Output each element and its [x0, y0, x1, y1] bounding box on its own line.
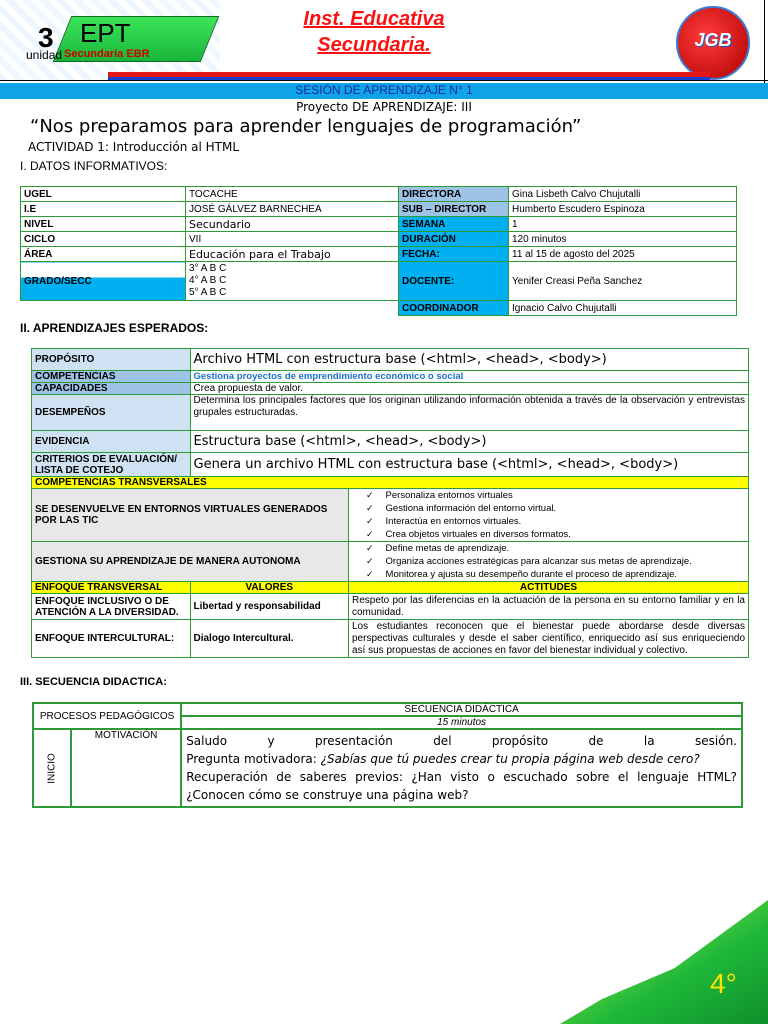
- datos-informativos-table: [20, 186, 737, 316]
- evidencia-value: Estructura base (<html>, <head>, <body>): [190, 431, 749, 453]
- institution-line-2: Secundaria.: [317, 34, 431, 56]
- actitudes-header: ACTITUDES: [349, 582, 749, 594]
- semana-label: SEMANA: [399, 217, 509, 232]
- inicio-cell: [33, 729, 71, 807]
- ugel-value: TOCACHE: [186, 187, 399, 202]
- directora-value: Gina Lisbeth Calvo Chujutalli: [509, 187, 737, 202]
- enfoque-inclusivo: ENFOQUE INCLUSIVO O DE ATENCIÓN A LA DIVERSIDAD.: [32, 594, 191, 620]
- secundaria-ebr-label: Secundaria EBR: [64, 48, 150, 60]
- grado-5: 5° A B C: [189, 287, 227, 298]
- subdirector-value: Humberto Escudero Espinoza: [509, 202, 737, 217]
- duracion-value: 120 minutos: [509, 232, 737, 247]
- empty-cell: [186, 301, 399, 316]
- competencias-value: Gestiona proyectos de emprendimiento económico o social: [190, 371, 749, 383]
- aprendizajes-table: [31, 348, 749, 658]
- criterios-value: Genera un archivo HTML con estructura base (<html>, <head>, <body>): [190, 453, 749, 477]
- footer-decoration: [560, 900, 768, 1024]
- competencias-transversales-header: COMPETENCIAS TRANSVERSALES: [32, 477, 749, 489]
- motivacion-label: MOTIVACIÓN: [71, 729, 181, 807]
- capacidades-value: Crea propuesta de valor.: [190, 383, 749, 395]
- checklist-item: ✓ Monitorea y ajusta su desempeño durante el proceso de aprendizaje.: [366, 568, 745, 581]
- grado-values: [186, 262, 399, 301]
- criterios-label: CRITERIOS DE EVALUACIÓN/ LISTA DE COTEJO: [32, 453, 191, 477]
- session-title: SESIÓN DE APRENDIZAJE N° 1: [295, 83, 473, 97]
- header-right-border: [764, 0, 765, 84]
- area-value: Educación para el Trabajo: [186, 247, 399, 262]
- checklist-item: ✓ Organiza acciones estratégicas para alcanzar sus metas de aprendizaje.: [366, 555, 745, 568]
- proposito-value: Archivo HTML con estructura base (<html>, <head>, <body>): [190, 349, 749, 371]
- inicio-label: INICIO: [46, 752, 58, 784]
- minutos-label: 15 minutos: [181, 716, 742, 729]
- autonoma-competence: GESTIONA SU APRENDIZAJE DE MANERA AUTONOMA: [32, 542, 349, 582]
- ie-value: JOSÉ GÁLVEZ BARNECHEA: [186, 202, 399, 217]
- fecha-label: FECHA:: [399, 247, 509, 262]
- competencias-label: COMPETENCIAS: [32, 371, 191, 383]
- fecha-value: 11 al 15 de agosto del 2025: [509, 247, 737, 262]
- autonoma-items: [349, 542, 749, 582]
- docente-value: Yenifer Creasi Peña Sanchez: [509, 262, 737, 301]
- section-1-heading: I. DATOS INFORMATIVOS:: [20, 159, 168, 173]
- grado-label: GRADO/SECC: [21, 262, 186, 301]
- activity-title: ACTIVIDAD 1: Introducción al HTML: [28, 140, 240, 154]
- nivel-label: NIVEL: [21, 217, 186, 232]
- tic-checklist: [352, 489, 745, 541]
- checklist-item: ✓ Personaliza entornos virtuales: [366, 489, 745, 502]
- motivacion-content: [181, 729, 742, 807]
- tic-items: [349, 489, 749, 542]
- capacidades-label: CAPACIDADES: [32, 383, 191, 395]
- ciclo-label: CICLO: [21, 232, 186, 247]
- procesos-header: PROCESOS PEDAGÓGICOS: [33, 703, 181, 729]
- coordinador-value: Ignacio Calvo Chujutalli: [509, 301, 737, 316]
- enfoque-intercultural: ENFOQUE INTERCULTURAL:: [32, 620, 191, 658]
- school-logo-text: JGB: [694, 30, 732, 50]
- project-title: Proyecto DE APRENDIZAJE: III: [296, 100, 472, 114]
- institution-line-1: Inst. Educativa: [303, 8, 445, 30]
- ugel-label: UGEL: [21, 187, 186, 202]
- docente-label: DOCENTE:: [399, 262, 509, 301]
- nivel-value: Secundario: [186, 217, 399, 232]
- saludo-line: Saludo y presentación del propósito de la sesión.: [186, 734, 737, 748]
- secuencia-table: [32, 702, 743, 808]
- enfoque-header: ENFOQUE TRANSVERSAL: [32, 582, 191, 594]
- grado-3: 3° A B C: [189, 263, 227, 274]
- subdirector-label: SUB – DIRECTOR: [399, 202, 509, 217]
- area-label: ÁREA: [21, 247, 186, 262]
- valor-libertad: Libertad y responsabilidad: [190, 594, 349, 620]
- actitud-respeto: Respeto por las diferencias en la actuación de la persona en su entorno familiar y en la comunidad.: [349, 594, 749, 620]
- checklist-item: ✓ Interactúa en entornos virtuales.: [366, 515, 745, 528]
- grade-badge: 4°: [710, 968, 737, 999]
- checklist-item: ✓ Crea objetos virtuales en diversos formatos.: [366, 528, 745, 541]
- tic-competence: SE DESENVUELVE EN ENTORNOS VIRTUALES GENERADOS POR LAS TIC: [32, 489, 349, 542]
- ciclo-value: VII: [186, 232, 399, 247]
- page-title: “Nos preparamos para aprender lenguajes de programación”: [30, 116, 582, 137]
- empty-cell: [21, 301, 186, 316]
- ept-label: EPT: [80, 18, 131, 48]
- unidad-label: unidad: [26, 48, 63, 62]
- coordinador-label: COORDINADOR: [399, 301, 509, 316]
- actitud-bienestar: Los estudiantes reconocen que el bienestar puede abordarse desde diversas perspectivas culturales y desde el saber científico, enriquecido así sus enriqueciendo así sus propuestas de acciones en favor del bienestar individual y colectivo.: [349, 620, 749, 658]
- grado-4: 4° A B C: [189, 275, 227, 286]
- duracion-label: DURACIÓN: [399, 232, 509, 247]
- valores-header: VALORES: [190, 582, 349, 594]
- saberes-line: Recuperación de saberes previos: ¿Han visto o escuchado sobre el lenguaje HTML? ¿Conocen cómo se construye una página web?: [186, 770, 737, 802]
- pregunta-line: [186, 750, 737, 768]
- section-3-heading: III. SECUENCIA DIDACTICA:: [20, 676, 167, 688]
- ie-label: I.E: [21, 202, 186, 217]
- header-divider: [0, 80, 768, 81]
- evidencia-label: EVIDENCIA: [32, 431, 191, 453]
- proposito-label: PROPÓSITO: [32, 349, 191, 371]
- secuencia-header: SECUENCIA DIDÁCTICA: [181, 703, 742, 716]
- section-2-heading: II. APRENDIZAJES ESPERADOS:: [20, 321, 209, 335]
- checklist-item: ✓ Define metas de aprendizaje.: [366, 542, 745, 555]
- valor-dialogo: Dialogo Intercultural.: [190, 620, 349, 658]
- desempenos-value: Determina los principales factores que los originan utilizando información obtenida a través de la observación y entrevistas grupales estructuradas.: [190, 395, 749, 431]
- checklist-item: ✓ Gestiona información del entorno virtual.: [366, 502, 745, 515]
- unit-number: 3: [38, 22, 54, 53]
- directora-label: DIRECTORA: [399, 187, 509, 202]
- pregunta-text: ¿Sabías que tú puedes crear tu propia página web desde cero?: [320, 752, 700, 766]
- autonoma-checklist: [352, 542, 745, 581]
- desempenos-label: DESEMPEÑOS: [32, 395, 191, 431]
- semana-value: 1: [509, 217, 737, 232]
- pregunta-label: Pregunta motivadora:: [186, 752, 321, 766]
